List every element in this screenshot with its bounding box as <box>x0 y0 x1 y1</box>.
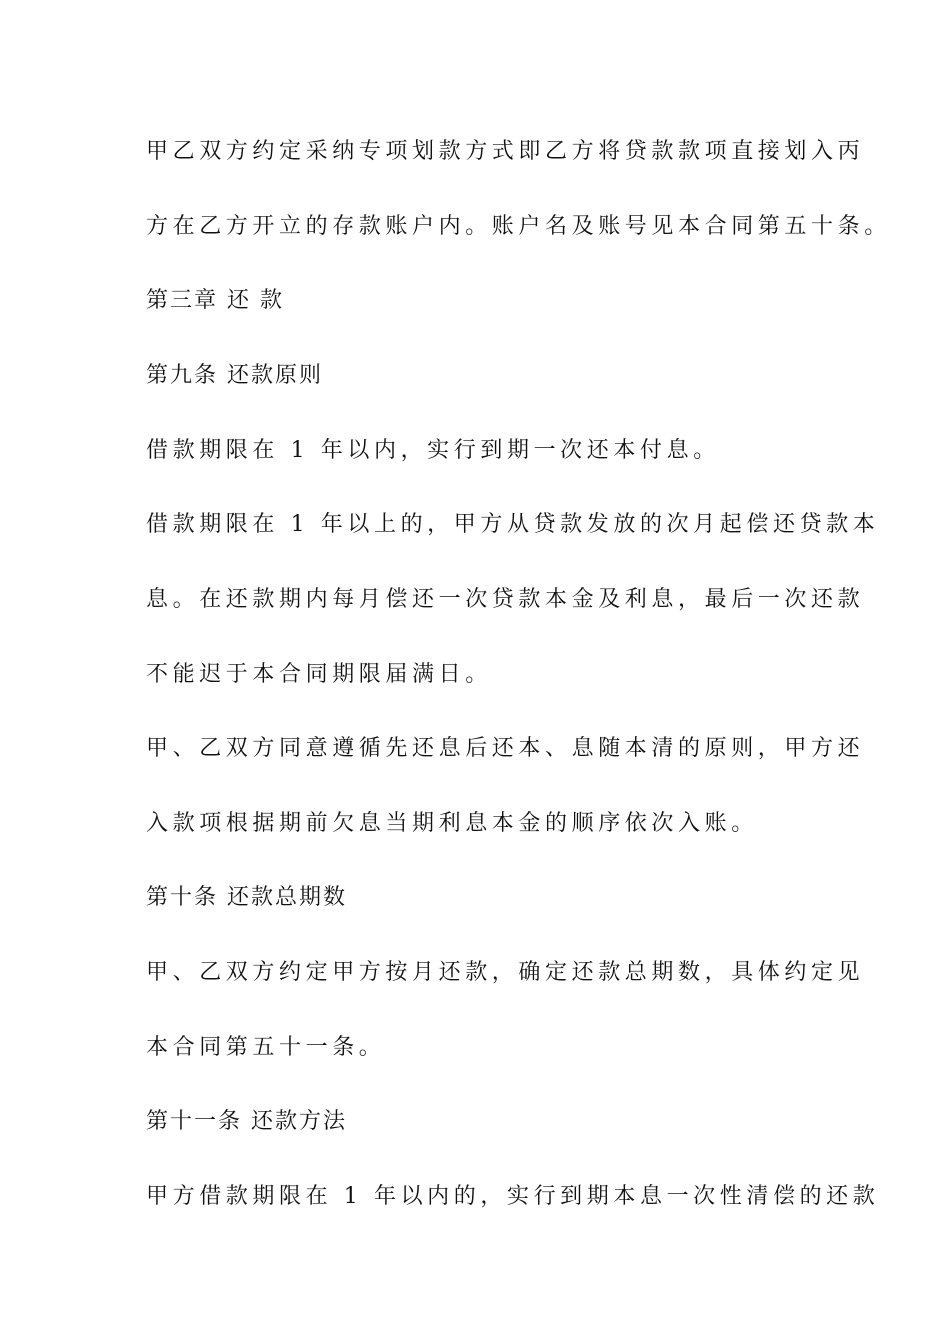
paragraph-line: 本合同第五十一条。 <box>146 1035 386 1060</box>
article-heading: 第十一条 还款方法 <box>146 1109 347 1134</box>
paragraph-line: 甲、乙双方同意遵循先还息后还本、息随本清的原则，甲方还 <box>146 736 865 761</box>
paragraph-line: 甲方借款期限在 1 年以内的，实行到期本息一次性清偿的还款 <box>146 1184 880 1209</box>
paragraph-line: 息。在还款期内每月偿还一次贷款本金及利息，最后一次还款 <box>146 587 865 612</box>
paragraph-line: 不能迟于本合同期限届满日。 <box>146 662 492 687</box>
paragraph-line: 方在乙方开立的存款账户内。账户名及账号见本合同第五十条。 <box>146 214 891 239</box>
paragraph-line: 入款项根据期前欠息当期利息本金的顺序依次入账。 <box>146 811 758 836</box>
paragraph-line: 甲、乙双方约定甲方按月还款，确定还款总期数，具体约定见 <box>146 960 865 985</box>
chapter-heading: 第三章 还 款 <box>146 288 284 313</box>
paragraph-line: 甲乙双方约定采纳专项划款方式即乙方将贷款款项直接划入丙 <box>146 139 865 164</box>
article-heading: 第九条 还款原则 <box>146 363 323 388</box>
article-heading: 第十条 还款总期数 <box>146 885 347 910</box>
paragraph-line: 借款期限在 1 年以上的，甲方从贷款发放的次月起偿还贷款本 <box>146 512 880 537</box>
paragraph-line: 借款期限在 1 年以内，实行到期一次还本付息。 <box>146 438 720 463</box>
